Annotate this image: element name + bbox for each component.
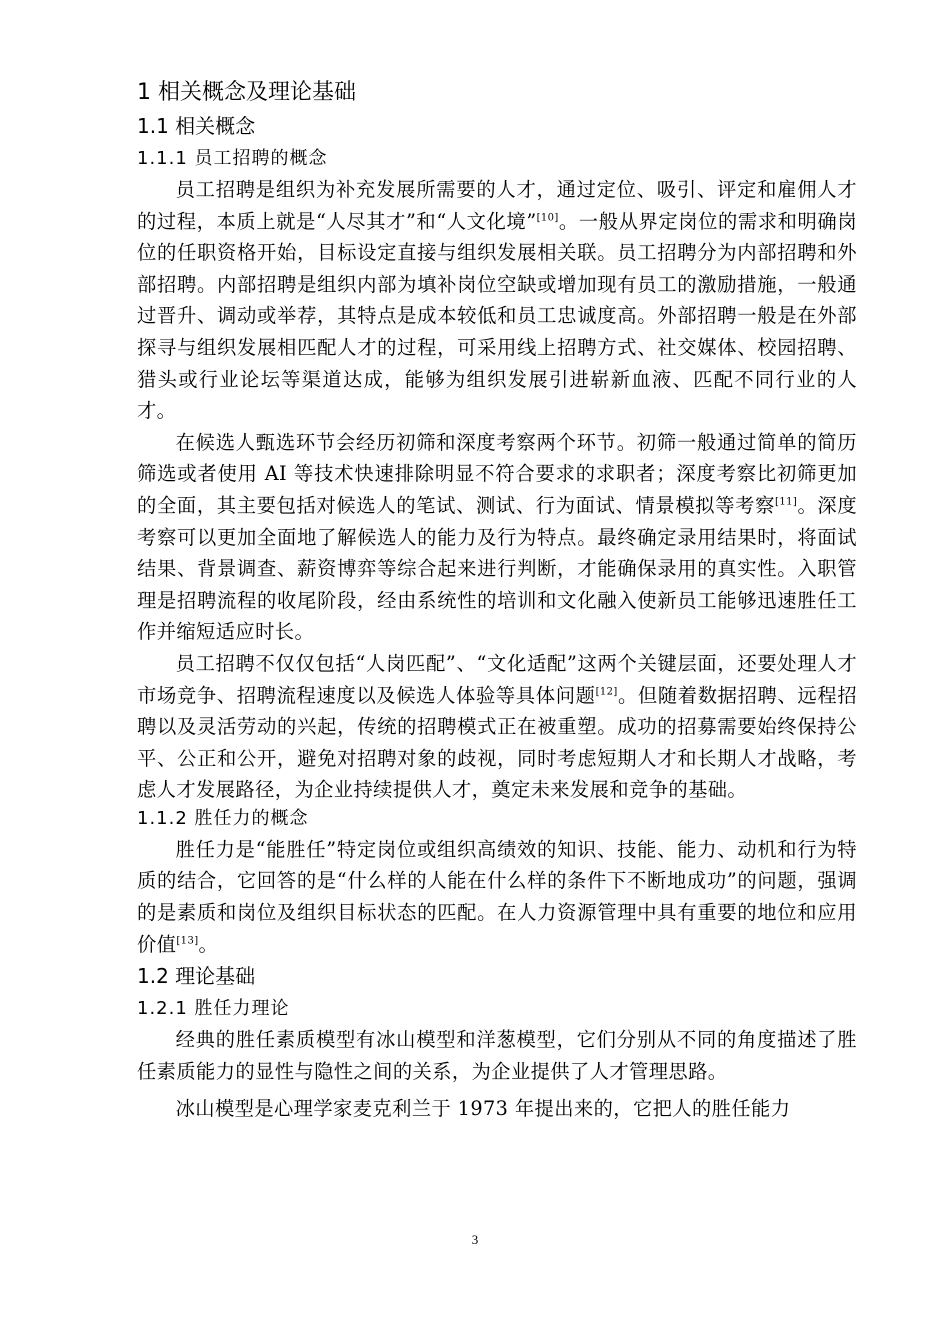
paragraph-recruitment-definition (137, 174, 857, 427)
subsection-heading-1-1-1: 1.1.1 员工招聘的概念 (137, 148, 328, 169)
citation-ref: [12] (595, 686, 618, 698)
paragraph-competency-definition (137, 834, 857, 960)
paragraph-text: 员工招聘不仅仅包括“人岗匹配”、“文化适配”这两个关键层面，还要处理人才市场竞争、招聘流程速度以及候选人体验等具体问题 (137, 651, 857, 707)
paragraph-text: 。深度考察可以更加全面地了解候选人的能力及行为特点。最终确定录用结果时，将面试结果、背景调查、薪资博弈等综合起来进行判断，才能确保录用的真实性。入职管理是招聘流程的收尾阶段，经由系统性的培训和文化融入使新员工能够迅速胜任工作并缩短适应时长。 (137, 493, 858, 644)
subsection-heading-1-2-1: 1.2.1 胜任力理论 (137, 998, 290, 1020)
section-heading-1-2: 1.2 理论基础 (137, 964, 256, 989)
section-heading-1-1: 1.1 相关概念 (137, 114, 256, 138)
paragraph-text: 胜任力是“能胜任”特定岗位或组织高绩效的知识、技能、能力、动机和行为特质的结合，它回答的是“什么样的人能在什么样的条件下不断地成功”的问题，强调的是素质和岗位及组织目标状态的匹配。在人力资源管理中具有重要的地位和应用价值 (137, 837, 857, 956)
paragraph-recruitment-scope (137, 648, 857, 806)
paragraph-text: 。一般从界定岗位的需求和明确岗位的任职资格开始，目标设定直接与组织发展相关联。员工招聘分为内部招聘和外部招聘。内部招聘是组织内部为填补岗位空缺或增加现有员工的激励措施，一般通过晋升、调动或举荐，其特点是成本较低和员工忠诚度高。外部招聘一般是在外部探寻与组织发展相匹配人才的过程，可采用线上招聘方式、社交媒体、校园招聘、猎头或行业论坛等渠道达成，能够为组织发展引进崭新血液、匹配不同行业的人才。 (137, 209, 857, 423)
page-number: 3 (471, 1232, 479, 1247)
chapter-heading: 1 相关概念及理论基础 (137, 80, 356, 105)
subsection-heading-1-1-2: 1.1.2 胜任力的概念 (137, 807, 309, 829)
paragraph-text: 。但随着数据招聘、远程招聘以及灵活劳动的兴起，传统的招聘模式正在被重塑。成功的招募需要始终保持公平、公正和公开，避免对招聘对象的歧视，同时考虑短期人才和长期人才战略，考虑人才发展路径，为企业持续提供人才，奠定未来发展和竞争的基础。 (137, 683, 857, 802)
paragraph-text: 在候选人甄选环节会经历初筛和深度考察两个环节。初筛一般通过简单的简历筛选或者使用 AI 等技术快速排除明显不符合要求的求职者；深度考察比初筛更加的全面，其主要包括对候选人的笔试、测试、行为面试、情景模拟等考察 (137, 430, 857, 517)
citation-ref: [13] (176, 935, 199, 947)
citation-ref: [10] (536, 212, 559, 224)
paragraph-text: 。 (198, 932, 219, 956)
paragraph-candidate-selection (137, 427, 857, 648)
paragraph-iceberg-model: 冰山模型是心理学家麦克利兰于 1973 年提出来的，它把人的胜任能力 (175, 1097, 791, 1121)
citation-ref: [11] (775, 496, 798, 508)
paragraph-text: 员工招聘是组织为补充发展所需要的人才，通过定位、吸引、评定和雇佣人才的过程，本质上就是“人尽其才”和“人文化境” (137, 178, 857, 233)
page-body (137, 78, 857, 1125)
paragraph-competency-models: 经典的胜任素质模型有冰山模型和洋葱模型，它们分别从不同的角度描述了胜任素质能力的显性与隐性之间的关系，为企业提供了人才管理思路。 (137, 1028, 857, 1083)
